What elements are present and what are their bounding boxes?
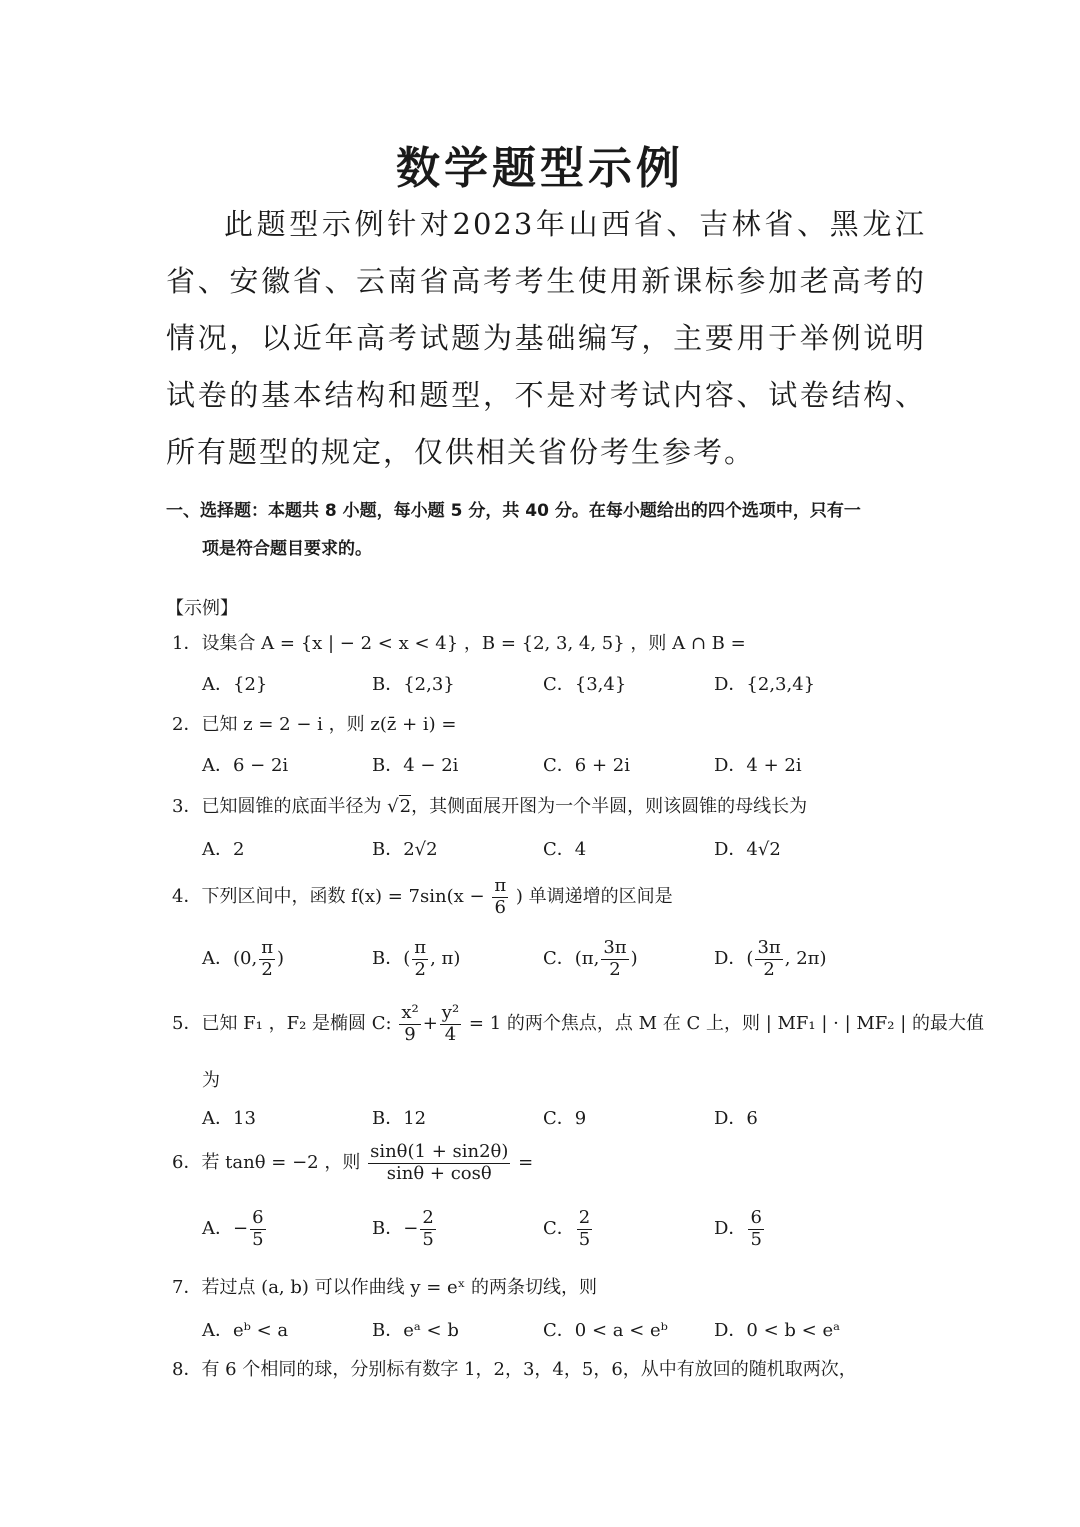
option-c: C．0 < a < eᵇ — [543, 1320, 668, 1341]
option-a-fraction — [259, 938, 275, 980]
question-3-stem-pre: 3．已知圆锥的底面半径为 √ — [172, 796, 399, 817]
option-d: D．4 + 2i — [714, 755, 802, 776]
option-b — [372, 938, 460, 980]
numerator: 2 — [422, 1207, 434, 1228]
option-d: D．0 < b < eᵃ — [714, 1320, 841, 1341]
numerator: 3π — [757, 937, 781, 958]
numerator: π — [261, 937, 274, 958]
option-b-pre: B．( — [372, 948, 411, 970]
option-b — [372, 1208, 438, 1250]
option-d — [714, 938, 827, 980]
option-d-pre: D． — [714, 1218, 747, 1240]
denominator: 4 — [444, 1023, 457, 1045]
question-3-radicand: 2 — [399, 796, 412, 817]
option-d-pre: D．( — [714, 948, 754, 970]
option-a-post: ) — [277, 948, 285, 970]
question-5-fraction-y — [440, 1003, 461, 1045]
numerator: π — [414, 937, 427, 958]
option-a: A．2 — [202, 839, 245, 860]
option-b: B．2√2 — [372, 839, 438, 860]
denominator: 5 — [252, 1228, 264, 1250]
question-5-stem-pre: 5．已知 F₁ ，F₂ 是椭圆 C: — [172, 1013, 392, 1035]
question-5-fraction-x — [399, 1003, 420, 1045]
question-4-stem-post: ) 单调递增的区间是 — [515, 886, 673, 908]
section-heading-line2: 项是符合题目要求的。 — [202, 539, 372, 559]
option-b: B．eᵃ < b — [372, 1320, 459, 1341]
denominator: 5 — [422, 1228, 434, 1250]
option-a: A．{2} — [202, 674, 268, 695]
option-c — [543, 1208, 594, 1250]
option-a: A．13 — [202, 1108, 256, 1129]
option-d-post: , 2π) — [784, 948, 827, 970]
option-c-fraction — [577, 1208, 592, 1250]
denominator: 6 — [494, 896, 506, 918]
numerator: 6 — [750, 1207, 762, 1228]
option-c: C．6 + 2i — [543, 755, 630, 776]
option-b-post: , π) — [430, 948, 461, 970]
question-5-stem-post: = 1 的两个焦点，点 M 在 C 上，则 | MF₁ | · | MF₂ | 的最大值 — [468, 1013, 985, 1035]
question-3 — [172, 792, 807, 818]
option-b: B．12 — [372, 1108, 427, 1129]
numerator: 3π — [603, 937, 627, 958]
option-a: A．6 − 2i — [202, 755, 289, 776]
option-d — [714, 1208, 766, 1250]
denominator: 2 — [763, 958, 775, 980]
question-8: 8．有 6 个相同的球，分别标有数字 1，2，3，4，5，6，从中有放回的随机取两次， — [172, 1359, 857, 1380]
question-6-fraction — [368, 1142, 510, 1184]
question-6-stem-post: = — [518, 1152, 534, 1174]
question-7: 7．若过点 (a, b) 可以作曲线 y = eˣ 的两条切线，则 — [172, 1277, 598, 1298]
option-d-fraction — [755, 938, 782, 980]
option-d-fraction — [748, 1208, 763, 1250]
denominator: 5 — [578, 1228, 591, 1250]
option-b-pre: B．− — [372, 1218, 419, 1240]
example-label: 【示例】 — [166, 598, 238, 619]
numerator: 2 — [578, 1207, 591, 1228]
denominator: 2 — [609, 958, 621, 980]
section-heading — [166, 492, 926, 568]
question-5-line2: 为 — [202, 1070, 220, 1091]
question-4-stem-pre: 4．下列区间中，函数 f(x) = 7sin(x − — [172, 886, 485, 908]
question-3-stem-post: ，其侧面展开图为一个半圆，则该圆锥的母线长为 — [411, 796, 808, 817]
denominator: 9 — [404, 1023, 416, 1045]
option-b-fraction — [412, 938, 428, 980]
option-b: B．{2,3} — [372, 674, 455, 695]
option-c: C．9 — [543, 1108, 587, 1129]
numerator: π — [494, 875, 507, 896]
denominator: 5 — [750, 1228, 762, 1250]
numerator: y² — [441, 1002, 460, 1023]
option-c-fraction — [601, 938, 628, 980]
denominator: sinθ + cosθ — [386, 1162, 492, 1184]
question-2: 2．已知 z = 2 − i ，则 z(z̄ + i) = — [172, 714, 457, 735]
option-d: D．6 — [714, 1108, 758, 1129]
option-c: C．4 — [543, 839, 587, 860]
option-a-fraction — [250, 1208, 265, 1250]
option-b: B．4 − 2i — [372, 755, 459, 776]
option-a — [202, 1208, 268, 1250]
option-c-pre: C． — [543, 1218, 575, 1240]
numerator: 6 — [252, 1207, 264, 1228]
option-d: D．{2,3,4} — [714, 674, 816, 695]
option-a-pre: A．− — [202, 1218, 249, 1240]
question-5 — [172, 1003, 984, 1045]
option-a — [202, 938, 284, 980]
option-c-post: ) — [630, 948, 638, 970]
question-6 — [172, 1142, 533, 1184]
numerator: sinθ(1 + sin2θ) — [370, 1141, 509, 1162]
section-heading-line1: 一、选择题：本题共 8 小题，每小题 5 分，共 40 分。在每小题给出的四个选项中，只有一 — [166, 501, 861, 521]
denominator: 2 — [414, 958, 426, 980]
option-d: D．4√2 — [714, 839, 781, 860]
question-4-fraction — [492, 876, 508, 918]
question-6-stem-pre: 6．若 tanθ = −2 ，则 — [172, 1152, 361, 1174]
intro-paragraph: 此题型示例针对2023年山西省、吉林省、黑龙江省、安徽省、云南省高考考生使用新课标参加老高考的情况，以近年高考试题为基础编写，主要用于举例说明试卷的基本结构和题型，不是对考试内容、试卷结构、所有题型的规定，仅供相关省份考生参考。 — [166, 207, 926, 469]
option-c: C．{3,4} — [543, 674, 627, 695]
question-1: 1．设集合 A = {x | − 2 < x < 4} ，B = {2, 3, 4, 5} ，则 A ∩ B = — [172, 633, 746, 654]
option-c — [543, 938, 638, 980]
numerator: x² — [401, 1002, 419, 1023]
option-a: A．eᵇ < a — [202, 1320, 289, 1341]
denominator: 2 — [261, 958, 273, 980]
question-4 — [172, 876, 673, 918]
option-b-fraction — [420, 1208, 435, 1250]
option-a-pre: A．(0, — [202, 948, 258, 970]
plus-sign: + — [422, 1013, 438, 1035]
option-c-pre: C．(π, — [543, 948, 600, 970]
page-title: 数学题型示例 — [396, 143, 684, 194]
